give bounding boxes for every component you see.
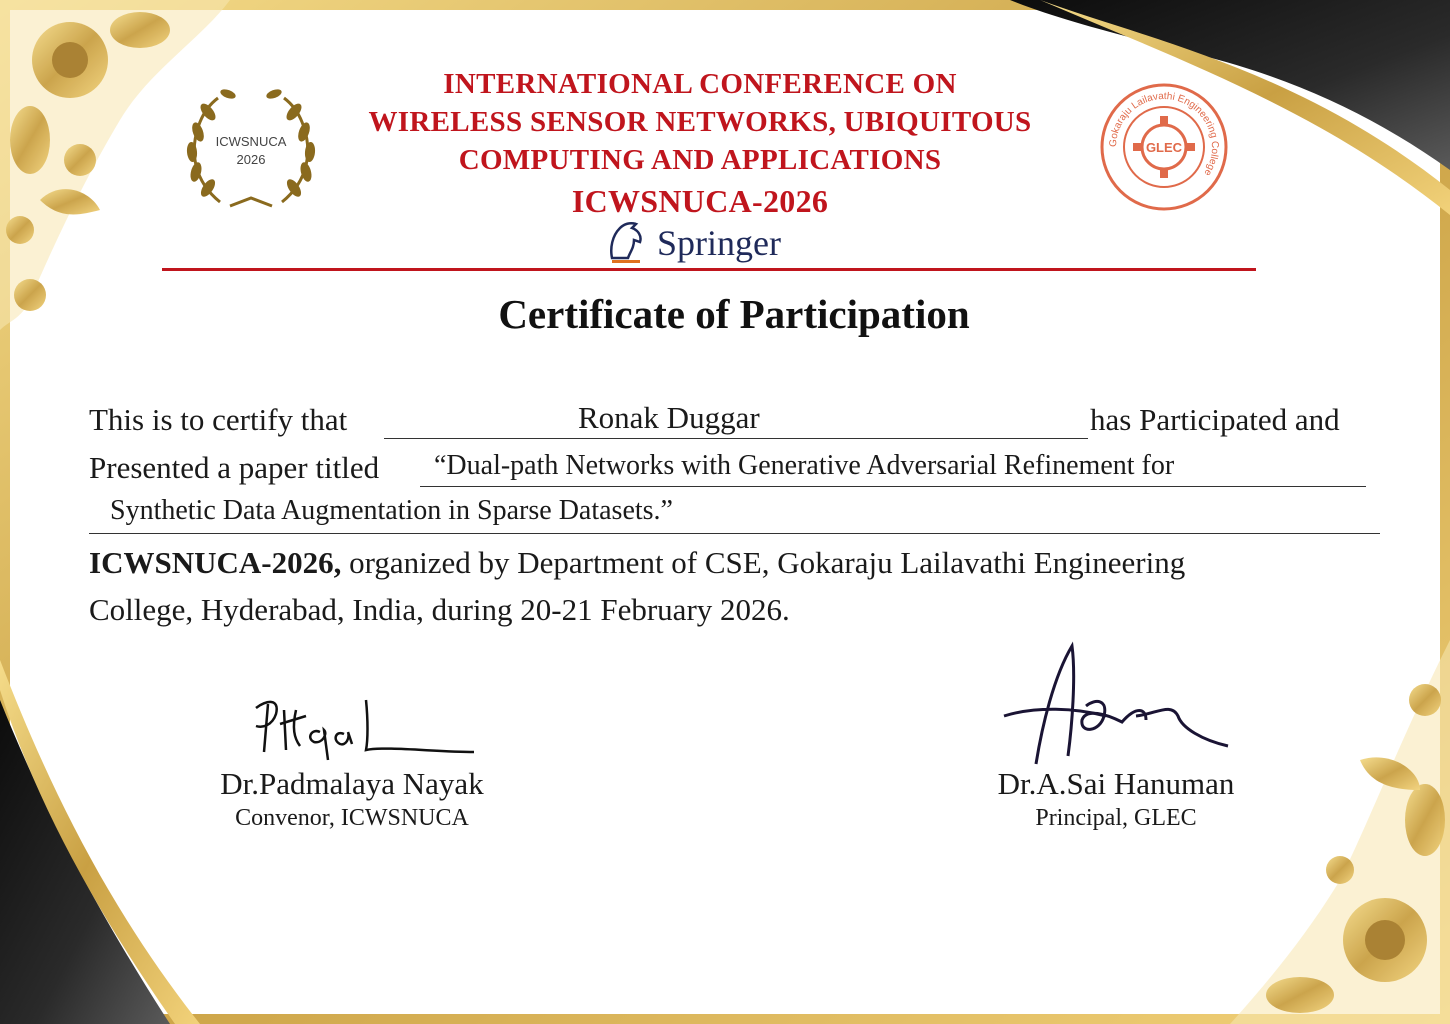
participant-name: Ronak Duggar xyxy=(578,400,760,435)
participant-underline xyxy=(384,438,1088,439)
signatory-1-name: Dr.Padmalaya Nayak xyxy=(220,766,484,801)
logo-text-acronym: ICWSNUCA xyxy=(215,134,287,149)
seal-center-text: GLEC xyxy=(1145,140,1183,155)
signatory-2-role: Principal, GLEC xyxy=(1035,805,1197,831)
paper-underline-1 xyxy=(420,486,1366,487)
paper-title-line1: “Dual-path Networks with Generative Adversarial Refinement for xyxy=(434,450,1175,481)
certificate-title: Certificate of Participation xyxy=(498,291,970,337)
signatory-2-name: Dr.A.Sai Hanuman xyxy=(997,766,1235,801)
participated-text: has Participated and xyxy=(1090,402,1340,437)
event-line-1 xyxy=(89,545,1185,581)
logo-text-year: 2026 xyxy=(236,152,266,167)
presented-text: Presented a paper titled xyxy=(89,450,380,485)
paper-underline-2 xyxy=(89,533,1380,534)
publisher-name: Springer xyxy=(657,223,781,263)
conference-title-line2: WIRELESS SENSOR NETWORKS, UBIQUITOUS xyxy=(368,106,1032,138)
conference-acronym: ICWSNUCA-2026 xyxy=(571,183,829,219)
signature-convenor xyxy=(236,680,486,780)
springer-horse-icon xyxy=(602,218,650,268)
signature-principal xyxy=(996,636,1236,770)
seal-ring-text: Gokaraju Lailavathi Engineering College xyxy=(1107,90,1221,178)
paper-title-line2: Synthetic Data Augmentation in Sparse Datasets.” xyxy=(110,495,673,526)
conference-title-line3: COMPUTING AND APPLICATIONS xyxy=(458,144,942,176)
conference-title-line1: INTERNATIONAL CONFERENCE ON xyxy=(443,68,957,100)
event-organizer: organized by Department of CSE, Gokaraju Lailavathi Engineering xyxy=(341,545,1186,580)
event-acronym: ICWSNUCA-2026, xyxy=(89,545,342,580)
signatory-1-role: Convenor, ICWSNUCA xyxy=(235,805,469,831)
certify-intro: This is to certify that xyxy=(89,402,348,437)
event-line-2: College, Hyderabad, India, during 20-21 February 2026. xyxy=(89,592,790,627)
header-divider xyxy=(162,268,1256,271)
floral-corner-bottom-right xyxy=(1230,640,1450,1024)
glec-seal-logo xyxy=(1092,80,1236,214)
